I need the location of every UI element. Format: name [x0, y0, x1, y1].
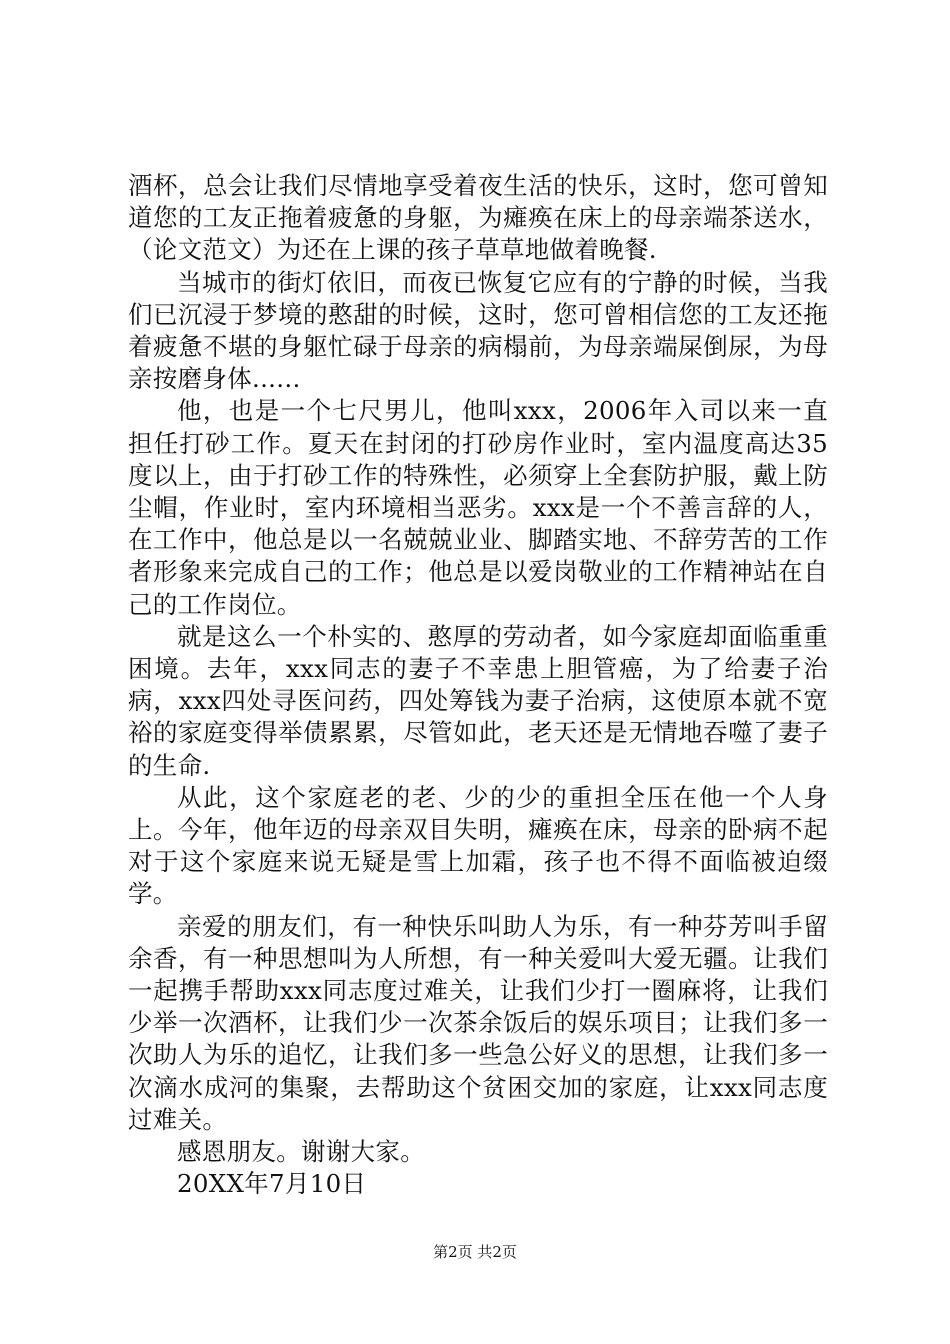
paragraph-burden: 从此，这个家庭老的老、少的少的重担全压在他一个人身上。今年，他年迈的母亲双目失明，瘫痪在床，母亲的卧病不起对于这个家庭来说无疑是雪上加霜，孩子也不得不面临被迫缀学。 — [128, 782, 828, 909]
page-footer — [0, 1243, 950, 1261]
paragraph-appeal: 亲爱的朋友们，有一种快乐叫助人为乐，有一种芬芳叫手留余香，有一种思想叫为人所想，有一种关爱叫大爱无疆。让我们一起携手帮助xxx同志度过难关，让我们少打一圈麻将，让我们少举一次酒杯，让我们少一次茶余饭后的娱乐项目；让我们多一次助人为乐的追忆，让我们多一些急公好义的思想，让我们多一次滴水成河的集聚，去帮助这个贫困交加的家庭，让xxx同志度过难关。 — [128, 911, 828, 1134]
document-date: 20XX年7月10日 — [177, 1169, 367, 1199]
paragraph-family-hardship: 就是这么一个朴实的、憨厚的劳动者，如今家庭却面临重重困境。去年，xxx同志的妻子不幸患上胆管癌，为了给妻子治病，xxx四处寻医问药，四处筹钱为妻子治病，这使原本就不宽裕的家庭变得举债累累，尽管如此，老天还是无情地吞噬了妻子的生命. — [128, 621, 828, 780]
paragraph-night-city: 当城市的街灯依旧，而夜已恢复它应有的宁静的时候，当我们已沉浸于梦境的憨甜的时候，这时，您可曾相信您的工友还拖着疲惫不堪的身躯忙碌于母亲的病榻前，为母亲端屎倒尿，为母亲按磨身体...... — [128, 267, 828, 394]
document-body — [128, 170, 828, 1201]
page-number-label: 第2页 共2页 — [433, 1243, 517, 1261]
closing-line: 感恩朋友。谢谢大家。 — [177, 1137, 425, 1167]
paragraph-worker-intro: 他，也是一个七尺男儿，他叫xxx，2006年入司以来一直担任打砂工作。夏天在封闭的打砂房作业时，室内温度高达35度以上，由于打砂工作的特殊性，必须穿上全套防护服，戴上防尘帽，作业时，室内环境相当恶劣。xxx是一个不善言辞的人，在工作中，他总是以一名兢兢业业、脚踏实地、不辞劳苦的工作者形象来完成自己的工作；他总是以爱岗敬业的工作精神站在自己的工作岗位。 — [128, 396, 828, 619]
paragraph-continuation: 酒杯，总会让我们尽情地享受着夜生活的快乐，这时，您可曾知道您的工友正拖着疲惫的身躯，为瘫痪在床上的母亲端茶送水，（论文范文）为还在上课的孩子草草地做着晚餐. — [128, 171, 828, 265]
